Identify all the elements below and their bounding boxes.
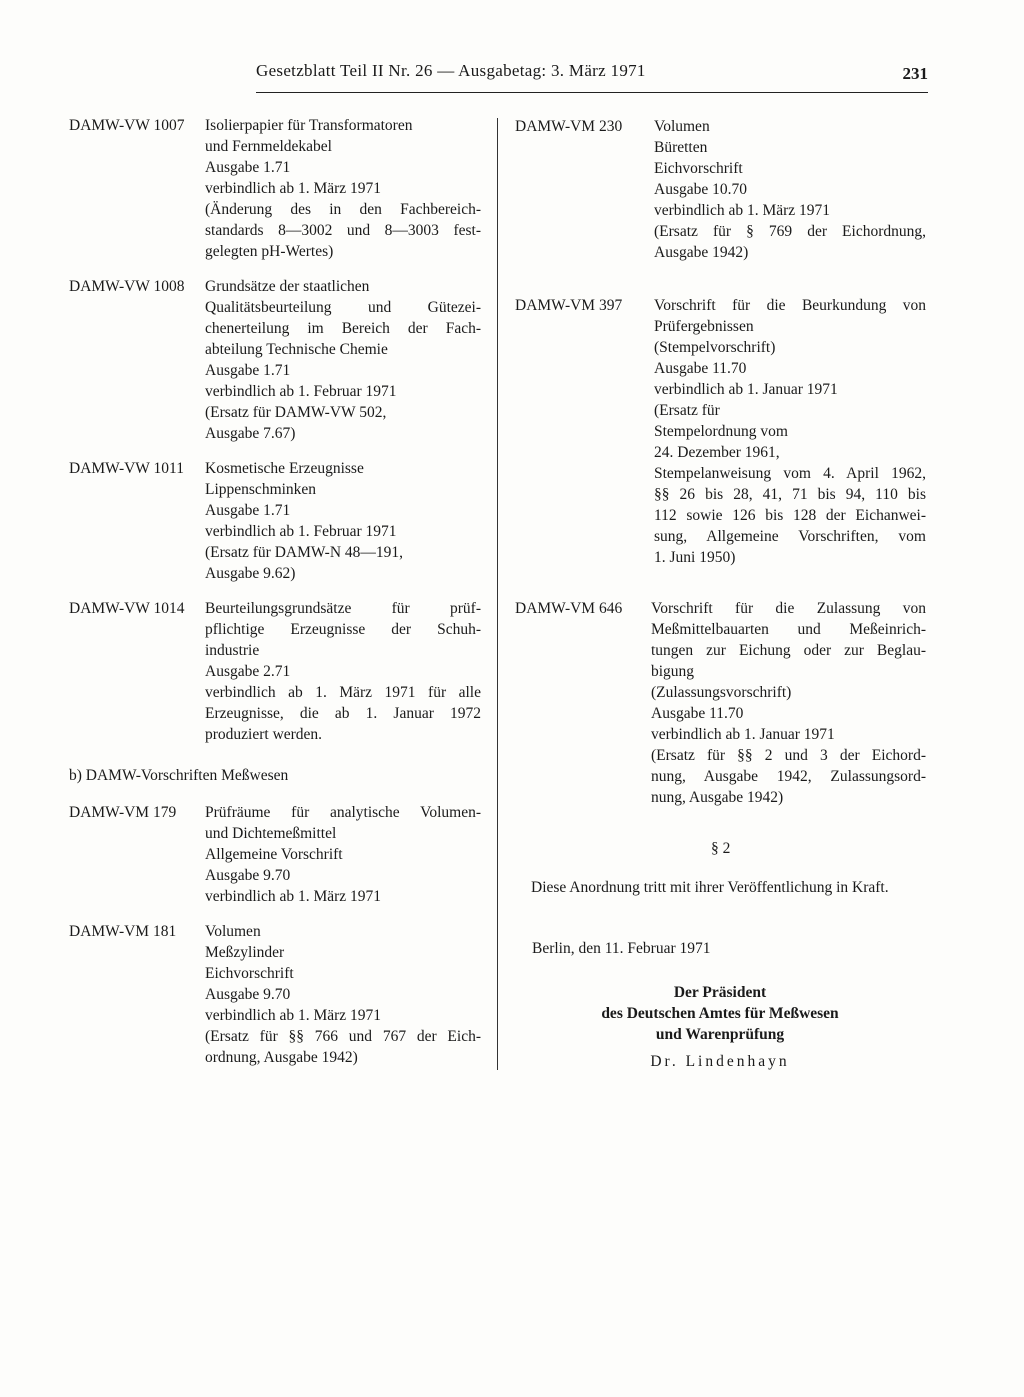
entry-line: bigung [651,663,695,680]
entry-description [654,116,926,263]
entry-line: verbindlich ab 1. März 1971 [654,202,831,219]
entry-line: verbindlich ab 1. März 1971 [205,888,382,905]
entry-line: Ausgabe 9.70 [205,986,291,1003]
entry-line: verbindlich ab 1. Januar 1971 [654,381,838,398]
entry-line: Ausgabe 11.70 [651,705,744,722]
column-divider [497,118,498,1070]
page-header [256,60,928,93]
entry-line: sung, Allgemeine Vorschriften, vom [654,528,926,545]
entry-line: verbindlich ab 1. März 1971 [205,1007,382,1024]
entry-line: und Fernmeldekabel [205,138,332,155]
entry-line: nung, Ausgabe 1942, Zulassungsord- [651,768,926,785]
entry-line: (Ersatz für DAMW-VW 502, [205,404,387,421]
signature-title-line: des Deutschen Amtes für Meßwesen [601,1005,839,1022]
entry-line: 24. Dezember 1961, [654,444,780,461]
entry-line: tungen zur Eichung oder zur Beglau- [651,642,926,659]
entry-code: DAMW-VM 179 [69,804,177,821]
signature-block [515,982,925,1045]
entry-line: Volumen [205,923,261,940]
entry-line: (Stempelvorschrift) [654,339,776,356]
entry-line: Ausgabe 7.67) [205,425,296,442]
entry-line: (Änderung des in den Fachbereich- [205,201,481,218]
entry-line: §§ 26 bis 28, 41, 71 bis 94, 110 bis [654,486,926,503]
entry-description [205,598,481,745]
place-date: Berlin, den 11. Februar 1971 [532,940,711,957]
entry-code: DAMW-VM 230 [515,118,623,135]
entry-line: standards 8—3002 und 8—3003 fest- [205,222,481,239]
entry-line: Ausgabe 10.70 [654,181,747,198]
entry-line: Eichvorschrift [654,160,743,177]
entry-line: verbindlich ab 1. Februar 1971 [205,523,397,540]
entry-line: verbindlich ab 1. Januar 1971 [651,726,835,743]
entry-code: DAMW-VW 1008 [69,278,185,295]
entry-line: 1. Juni 1950) [654,549,736,566]
entry-line: Qualitätsbeurteilung und Gütezei- [205,299,481,316]
entry-line: nung, Ausgabe 1942) [651,789,784,806]
entry-line: und Dichtemeßmittel [205,825,337,842]
entry-description [205,458,481,584]
entry-line: (Ersatz für [654,402,720,419]
entry-description [205,921,481,1068]
entry-line: Ausgabe 1.71 [205,159,291,176]
entry-code: DAMW-VM 181 [69,923,177,940]
entry-line: Meßzylinder [205,944,285,961]
signature-title-line: Der Präsident [673,984,767,1001]
entry-line: Ausgabe 2.71 [205,663,291,680]
entry-line: Büretten [654,139,708,156]
entry-code: DAMW-VW 1011 [69,460,184,477]
entry-line: (Zulassungsvorschrift) [651,684,792,701]
entry-line: Isolierpapier für Transformatoren [205,117,413,134]
entry-line: (Ersatz für §§ 766 und 767 der Eich- [205,1028,481,1045]
entry-line: Erzeugnisse, die ab 1. Januar 1972 [205,705,481,722]
entry-line: chenerteilung im Bereich der Fach- [205,320,481,337]
entry-description [654,295,926,568]
entry-line: produziert werden. [205,726,323,743]
entry-line: Ausgabe 9.62) [205,565,296,582]
entry-code: DAMW-VW 1014 [69,600,185,617]
entry-code: DAMW-VW 1007 [69,117,185,134]
entry-line: Meßmittelbauarten und Meßeinrich- [651,621,926,638]
signatory-name: Dr. Lindenhayn [650,1053,790,1070]
signature-title-line: und Warenprüfung [655,1026,785,1043]
entry-line: Ausgabe 1.71 [205,502,291,519]
entry-line: Grundsätze der staatlichen [205,278,370,295]
entry-line: (Ersatz für § 769 der Eichordnung, [654,223,926,240]
entry-line: Vorschrift für die Zulassung von [651,600,926,617]
entry-line: Ausgabe 1942) [654,244,749,261]
entry-line: Ausgabe 9.70 [205,867,291,884]
entry-line: 112 sowie 126 bis 128 der Eichanwei- [654,507,926,524]
entry-line: Volumen [654,118,710,135]
entry-description [205,802,481,907]
entry-line: Prüfergebnissen [654,318,754,335]
entry-line: Ausgabe 1.71 [205,362,291,379]
effective-clause: Diese Anordnung tritt mit ihrer Veröffentlichung in Kraft. [531,879,889,896]
entry-line: Allgemeine Vorschrift [205,846,343,863]
entry-description [205,115,481,262]
entry-line: ordnung, Ausgabe 1942) [205,1049,358,1066]
page-number: 231 [902,64,928,83]
section-subheading: b) DAMW-Vorschriften Meßwesen [69,767,289,784]
entry-line: Prüfräume für analytische Volumen- [205,804,481,821]
entry-code: DAMW-VM 397 [515,297,623,314]
entry-line: Stempelordnung vom [654,423,788,440]
entry-line: Ausgabe 11.70 [654,360,747,377]
entry-line: industrie [205,642,260,659]
entry-line: pflichtige Erzeugnisse der Schuh- [205,621,481,638]
entry-line: abteilung Technische Chemie [205,341,388,358]
entry-line: Stempelanweisung vom 4. April 1962, [654,465,926,482]
entry-line: gelegten pH-Wertes) [205,243,334,260]
entry-line: verbindlich ab 1. Februar 1971 [205,383,397,400]
entry-line: (Ersatz für DAMW-N 48—191, [205,544,404,561]
entry-line: verbindlich ab 1. März 1971 [205,180,382,197]
entry-line: Kosmetische Erzeugnisse [205,460,364,477]
header-title: Gesetzblatt Teil II Nr. 26 — Ausgabetag: 3. März 1971 [256,61,646,80]
entry-description [651,598,926,808]
entry-line: Eichvorschrift [205,965,294,982]
entry-line: Beurteilungsgrundsätze für prüf- [205,600,481,617]
entry-line: Lippenschminken [205,481,317,498]
entry-line: verbindlich ab 1. März 1971 für alle [205,684,481,701]
entry-line: (Ersatz für §§ 2 und 3 der Eichord- [651,747,926,764]
section-mark: § 2 [711,840,731,857]
entry-line: Vorschrift für die Beurkundung von [654,297,926,314]
entry-code: DAMW-VM 646 [515,600,623,617]
entry-description [205,276,481,444]
